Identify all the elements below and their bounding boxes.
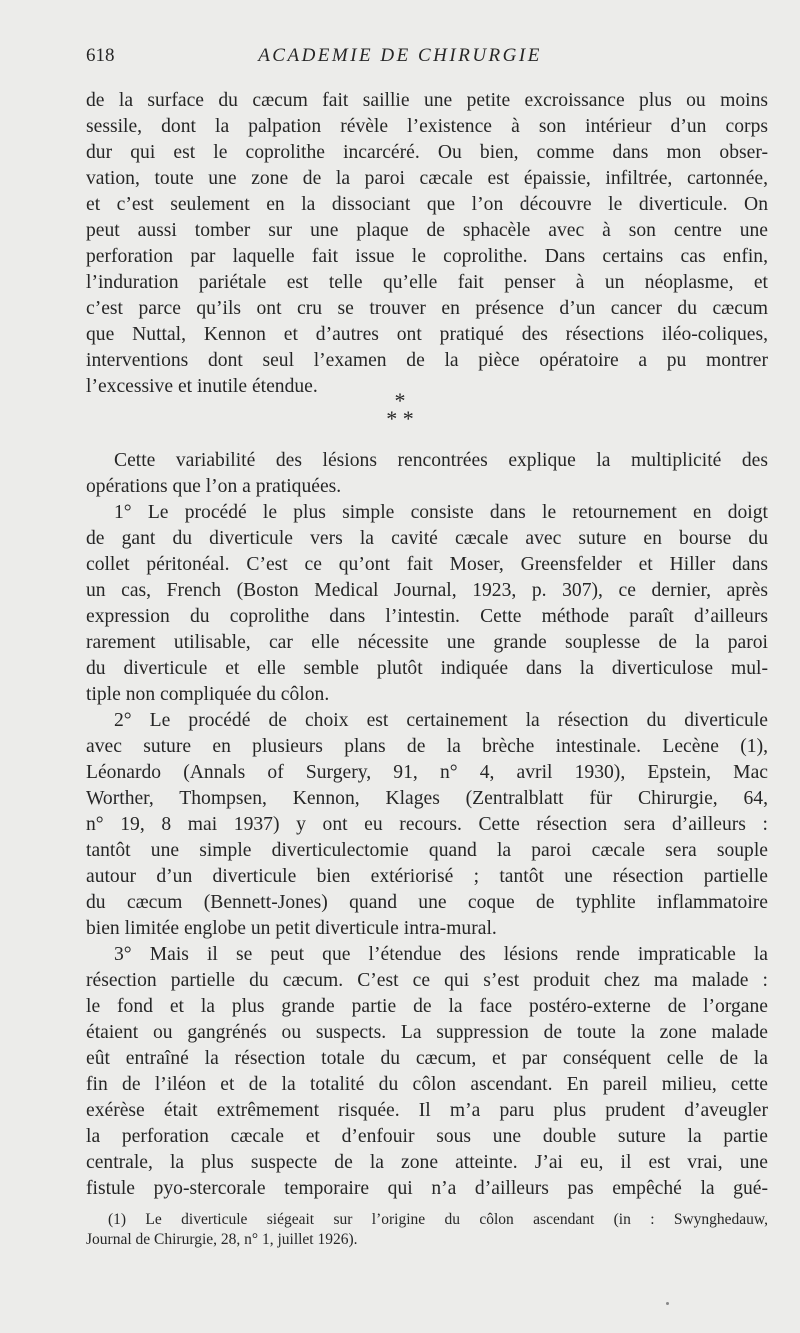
text-line: et c’est seulement en la dissociant que l’on découvre le diverticule. On <box>86 194 768 215</box>
text-line: fistule pyo-stercorale temporaire qui n’a d’ailleurs pas empêché la gué- <box>86 1178 768 1199</box>
text-line: collet péritonéal. C’est ce qu’ont fait Moser, Greensfelder et Hiller dans <box>86 554 768 575</box>
text-line: le fond et la plus grande partie de la face postéro-externe de l’organe <box>86 996 768 1017</box>
footnote-line: Journal de Chirurgie, 28, n° 1, juillet 1926). <box>86 1231 358 1248</box>
text-line: n° 19, 8 mai 1937) y ont eu recours. Cette résection sera d’ailleurs : <box>86 814 768 835</box>
running-head: ACADEMIE DE CHIRURGIE <box>258 45 542 66</box>
text-line: du cæcum (Bennett-Jones) quand une coque de typhlite inflammatoire <box>86 892 768 913</box>
footnote-line: (1) Le diverticule siégeait sur l’origine du côlon ascendant (in : Swynghedauw, <box>108 1211 768 1228</box>
text-line: Léonardo (Annals of Surgery, 91, n° 4, avril 1930), Epstein, Mac <box>86 762 768 783</box>
body-text <box>86 88 768 400</box>
text-line: 2° Le procédé de choix est certainement la résection du diverticule <box>114 710 768 731</box>
text-line: peut aussi tomber sur une plaque de sphacèle avec à son centre une <box>86 220 768 241</box>
text-line: fin de l’iléon et de la totalité du côlon ascendant. En pareil milieu, cette <box>86 1074 768 1095</box>
footnote <box>86 1210 768 1250</box>
body-text-continued <box>86 448 768 1202</box>
text-line: autour d’un diverticule bien extériorisé ; tantôt une résection partielle <box>86 866 768 887</box>
text-line: Worther, Thompsen, Kennon, Klages (Zentralblatt für Chirurgie, 64, <box>86 788 768 809</box>
text-line: eût entraîné la résection totale du cæcum, et par conséquent celle de la <box>86 1048 768 1069</box>
print-speck <box>666 1302 669 1305</box>
text-line: que Nuttal, Kennon et d’autres ont pratiqué des résections iléo-coliques, <box>86 324 768 345</box>
text-line: résection partielle du cæcum. C’est ce qui s’est produit chez ma malade : <box>86 970 768 991</box>
text-line: étaient ou gangrénés ou suspects. La suppression de toute la zone malade <box>86 1022 768 1043</box>
text-line: 3° Mais il se peut que l’étendue des lésions rende impraticable la <box>114 944 768 965</box>
text-line: dur qui est le coprolithe incarcéré. Ou bien, comme dans mon obser- <box>86 142 768 163</box>
text-line: expression du coprolithe dans l’intestin. Cette méthode paraît d’ailleurs <box>86 606 768 627</box>
text-line: un cas, French (Boston Medical Journal, 1923, p. 307), ce dernier, après <box>86 580 768 601</box>
text-line: c’est parce qu’ils ont cru se trouver en présence d’un cancer du cæcum <box>86 298 768 319</box>
page-number: 618 <box>86 45 115 66</box>
separator-star-top: * <box>394 388 406 413</box>
text-line: tantôt une simple diverticulectomie quand la paroi cæcale sera souple <box>86 840 768 861</box>
text-line: exérèse était extrêmement risquée. Il m’a paru plus prudent d’aveugler <box>86 1100 768 1121</box>
text-line: la perforation cæcale et d’enfouir sous une double suture la partie <box>86 1126 768 1147</box>
text-line: l’excessive et inutile étendue. <box>86 376 318 397</box>
text-line: bien limitée englobe un petit diverticule intra-mural. <box>86 918 497 939</box>
text-line: interventions dont seul l’examen de la pièce opératoire a pu montrer <box>86 350 768 371</box>
text-line: Cette variabilité des lésions rencontrées explique la multiplicité des <box>114 450 768 471</box>
text-line: centrale, la plus suspecte de la zone atteinte. J’ai eu, il est vrai, une <box>86 1152 768 1173</box>
text-line: de gant du diverticule vers la cavité cæcale avec suture en bourse du <box>86 528 768 549</box>
text-line: du diverticule et elle semble plutôt indiquée dans la diverticulose mul- <box>86 658 768 679</box>
text-line: de la surface du cæcum fait saillie une petite excroissance plus ou moins <box>86 90 768 111</box>
text-line: vation, toute une zone de la paroi cæcale est épaissie, infiltrée, cartonnée, <box>86 168 768 189</box>
text-line: sessile, dont la palpation révèle l’existence à son intérieur d’un corps <box>86 116 768 137</box>
text-line: 1° Le procédé le plus simple consiste dans le retournement en doigt <box>114 502 768 523</box>
text-line: avec suture en plusieurs plans de la brèche intestinale. Lecène (1), <box>86 736 768 757</box>
text-line: l’induration pariétale est telle qu’elle fait penser à un néoplasme, et <box>86 272 768 293</box>
separator-stars-bottom: * * <box>386 406 414 431</box>
page-header <box>0 45 800 75</box>
text-line: perforation par laquelle fait issue le coprolithe. Dans certains cas enfin, <box>86 246 768 267</box>
text-line: rarement utilisable, car elle nécessite une grande souplesse de la paroi <box>86 632 768 653</box>
text-line: opérations que l’on a pratiquées. <box>86 476 342 497</box>
text-line: tiple non compliquée du côlon. <box>86 684 330 705</box>
